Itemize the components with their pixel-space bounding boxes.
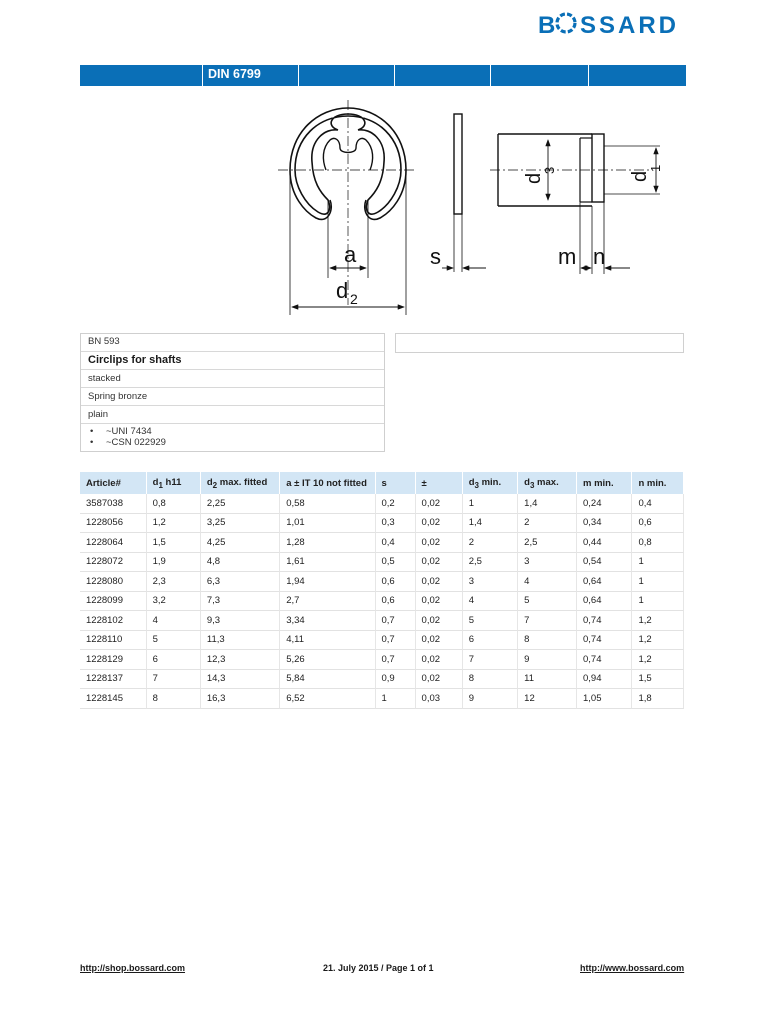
article-number-cell[interactable]: 1228129	[80, 650, 147, 670]
table-cell: 0,02	[416, 650, 463, 670]
table-row	[80, 670, 684, 690]
table-cell: 7	[463, 650, 518, 670]
table-cell: 6,52	[280, 689, 375, 709]
table-cell: 0,4	[376, 533, 416, 553]
equivalent-standard-item: • ~CSN 022929	[90, 437, 166, 448]
article-number-cell[interactable]: 1228102	[80, 611, 147, 631]
table-cell: 12	[518, 689, 577, 709]
table-cell: 5	[463, 611, 518, 631]
table-cell: 1,2	[632, 650, 684, 670]
label-a: a	[344, 242, 357, 267]
table-cell: 6	[463, 631, 518, 651]
article-number-cell[interactable]: 1228137	[80, 670, 147, 690]
standard-header-bar	[80, 65, 686, 86]
column-header: ±	[416, 472, 463, 494]
table-cell: 1,4	[463, 514, 518, 534]
table-cell: 2,5	[518, 533, 577, 553]
table-cell: 1,2	[632, 631, 684, 651]
column-header: m min.	[577, 472, 632, 494]
table-cell: 1,61	[280, 553, 375, 573]
table-cell: 16,3	[201, 689, 280, 709]
article-number-cell[interactable]: 1228110	[80, 631, 147, 651]
table-cell: 7	[147, 670, 201, 690]
article-number-cell[interactable]: 1228145	[80, 689, 147, 709]
table-cell: 1	[463, 494, 518, 514]
table-cell: 0,02	[416, 514, 463, 534]
svg-text:2: 2	[350, 291, 358, 307]
article-number-cell[interactable]: 1228064	[80, 533, 147, 553]
attr-finish: plain	[81, 406, 384, 424]
table-cell: 8	[147, 689, 201, 709]
svg-text:n: n	[593, 244, 606, 269]
table-cell: 2,7	[280, 592, 375, 612]
table-cell: 0,6	[376, 572, 416, 592]
table-row	[80, 611, 684, 631]
svg-text:3: 3	[542, 166, 557, 174]
standard-label: DIN 6799	[208, 67, 261, 81]
table-cell: 1,94	[280, 572, 375, 592]
column-header: Article#	[80, 472, 147, 494]
table-cell: 2	[463, 533, 518, 553]
article-number-cell[interactable]: 1228056	[80, 514, 147, 534]
table-cell: 1	[632, 553, 684, 573]
table-cell: 14,3	[201, 670, 280, 690]
table-row	[80, 650, 684, 670]
column-header: $d_3$ min.	[463, 472, 518, 494]
footer-date-page: 21. July 2015 / Page 1 of 1	[323, 963, 434, 973]
table-cell: 9	[463, 689, 518, 709]
table-cell: 0,02	[416, 494, 463, 514]
table-cell: 3,34	[280, 611, 375, 631]
table-cell: 1,8	[632, 689, 684, 709]
table-row	[80, 689, 684, 709]
empty-info-box	[395, 333, 684, 353]
svg-text:d: d	[629, 170, 651, 182]
table-cell: 8	[518, 631, 577, 651]
table-cell: 2,3	[147, 572, 201, 592]
table-cell: 1,28	[280, 533, 375, 553]
table-header-row	[80, 472, 684, 494]
column-header: s	[376, 472, 416, 494]
table-cell: 0,58	[280, 494, 375, 514]
table-cell: 1,5	[632, 670, 684, 690]
table-cell: 0,74	[577, 650, 632, 670]
table-cell: 5	[518, 592, 577, 612]
svg-text:s: s	[430, 244, 441, 269]
column-header: $d_3$ max.	[518, 472, 577, 494]
table-cell: 0,2	[376, 494, 416, 514]
column-header: $d_1$ h11	[147, 472, 201, 494]
product-info-box	[80, 333, 385, 452]
table-cell: 0,74	[577, 631, 632, 651]
attr-material: Spring bronze	[81, 388, 384, 406]
table-cell: 0,02	[416, 611, 463, 631]
table-cell: 1,5	[147, 533, 201, 553]
table-cell: 1,01	[280, 514, 375, 534]
table-cell: 0,64	[577, 592, 632, 612]
website-link[interactable]: http://www.bossard.com	[580, 963, 685, 973]
table-row	[80, 572, 684, 592]
svg-text:B: B	[538, 12, 559, 38]
table-cell: 0,6	[376, 592, 416, 612]
table-row	[80, 514, 684, 534]
table-cell: 0,54	[577, 553, 632, 573]
article-number-cell[interactable]: 1228080	[80, 572, 147, 592]
table-cell: 4	[518, 572, 577, 592]
bossard-logo	[538, 10, 686, 38]
table-cell: 0,02	[416, 553, 463, 573]
table-cell: 1	[632, 592, 684, 612]
table-cell: 7,3	[201, 592, 280, 612]
column-header: $d_2$ max. fitted	[201, 472, 280, 494]
table-cell: 1,05	[577, 689, 632, 709]
table-row	[80, 494, 684, 514]
table-cell: 0,7	[376, 631, 416, 651]
table-cell: 8	[463, 670, 518, 690]
table-row	[80, 533, 684, 553]
table-cell: 6,3	[201, 572, 280, 592]
table-cell: 0,6	[632, 514, 684, 534]
table-cell: 4,8	[201, 553, 280, 573]
table-cell: 5	[147, 631, 201, 651]
table-cell: 0,74	[577, 611, 632, 631]
table-cell: 1,9	[147, 553, 201, 573]
equivalent-standards-list	[81, 424, 384, 451]
bn-number[interactable]: BN 593	[81, 334, 384, 352]
table-cell: 0,03	[416, 689, 463, 709]
svg-text:m: m	[558, 244, 577, 269]
table-cell: 0,8	[147, 494, 201, 514]
table-cell: 0,7	[376, 650, 416, 670]
table-cell: 0,5	[376, 553, 416, 573]
table-cell: 0,94	[577, 670, 632, 690]
table-row	[80, 631, 684, 651]
equivalent-standard-item: • ~UNI 7434	[90, 426, 152, 437]
table-cell: 5,84	[280, 670, 375, 690]
svg-text:d: d	[523, 172, 545, 184]
table-cell: 6	[147, 650, 201, 670]
table-cell: 2	[518, 514, 577, 534]
table-cell: 7	[518, 611, 577, 631]
table-cell: 4	[463, 592, 518, 612]
table-cell: 4,11	[280, 631, 375, 651]
table-cell: 0,02	[416, 631, 463, 651]
article-number-cell[interactable]: 1228099	[80, 592, 147, 612]
article-number-cell[interactable]: 3587038	[80, 494, 147, 514]
table-cell: 1	[376, 689, 416, 709]
table-cell: 2,5	[463, 553, 518, 573]
table-cell: 0,02	[416, 670, 463, 690]
table-cell: 2,25	[201, 494, 280, 514]
table-cell: 5,26	[280, 650, 375, 670]
table-cell: 0,7	[376, 611, 416, 631]
table-cell: 0,9	[376, 670, 416, 690]
table-cell: 1,2	[147, 514, 201, 534]
circlip-technical-drawing	[270, 100, 690, 320]
table-cell: 0,8	[632, 533, 684, 553]
table-cell: 0,64	[577, 572, 632, 592]
table-cell: 1	[632, 572, 684, 592]
table-cell: 0,02	[416, 572, 463, 592]
column-header: n min.	[632, 472, 684, 494]
table-cell: 4,25	[201, 533, 280, 553]
table-cell: 9,3	[201, 611, 280, 631]
table-cell: 1,2	[632, 611, 684, 631]
table-cell: 11,3	[201, 631, 280, 651]
brand-name-rest: SSARD	[580, 12, 680, 38]
product-title: Circlips for shafts	[81, 352, 384, 370]
table-cell: 1,4	[518, 494, 577, 514]
table-cell: 3,25	[201, 514, 280, 534]
table-cell: 0,02	[416, 592, 463, 612]
table-cell: 0,24	[577, 494, 632, 514]
table-cell: 11	[518, 670, 577, 690]
table-row	[80, 553, 684, 573]
table-cell: 9	[518, 650, 577, 670]
table-cell: 12,3	[201, 650, 280, 670]
table-cell: 0,02	[416, 533, 463, 553]
svg-text:d: d	[336, 278, 349, 303]
table-cell: 0,3	[376, 514, 416, 534]
article-number-cell[interactable]: 1228072	[80, 553, 147, 573]
dimensions-table	[80, 472, 684, 709]
table-cell: 3	[463, 572, 518, 592]
column-header: a ± IT 10 not fitted	[280, 472, 375, 494]
table-cell: 3	[518, 553, 577, 573]
shop-link[interactable]: http://shop.bossard.com	[80, 963, 186, 973]
table-cell: 3,2	[147, 592, 201, 612]
table-cell: 0,34	[577, 514, 632, 534]
table-cell: 0,4	[632, 494, 684, 514]
svg-text:1: 1	[648, 164, 663, 172]
attr-form: stacked	[81, 370, 384, 388]
table-cell: 4	[147, 611, 201, 631]
table-row	[80, 592, 684, 612]
table-cell: 0,44	[577, 533, 632, 553]
